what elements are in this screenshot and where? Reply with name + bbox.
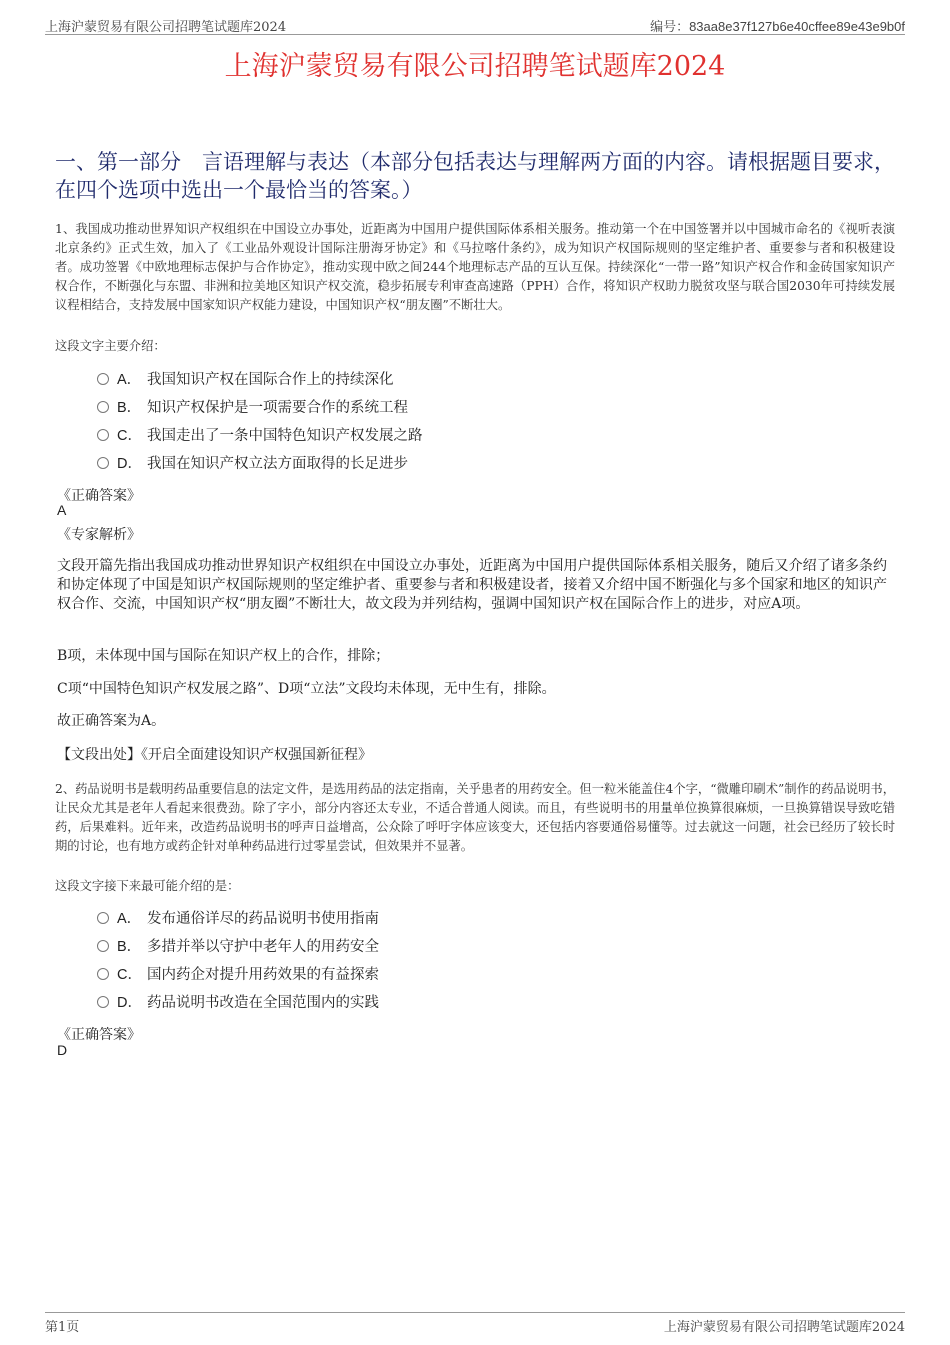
option-letter: D．	[117, 995, 142, 1011]
option-letter: A．	[117, 372, 142, 388]
question-1-option-b[interactable]	[97, 398, 408, 418]
radio-icon[interactable]	[97, 457, 109, 469]
radio-icon[interactable]	[97, 912, 109, 924]
header-code-label: 编号：	[650, 20, 690, 35]
option-letter: C．	[117, 428, 142, 444]
option-text: 多措并举以守护中老年人的用药安全	[147, 939, 379, 955]
footer-title: 上海沪蒙贸易有限公司招聘笔试题库2024	[663, 1320, 905, 1335]
radio-icon[interactable]	[97, 996, 109, 1008]
page-header	[45, 14, 905, 35]
question-1-prompt: 这段文字主要介绍：	[55, 339, 166, 353]
option-text: 我国走出了一条中国特色知识产权发展之路	[147, 428, 423, 444]
question-1-answer-label: 《正确答案》	[57, 488, 141, 504]
question-1-option-a[interactable]	[97, 370, 394, 390]
question-1-analysis-paragraph: C项“中国特色知识产权发展之路”、D项“立法”文段均未体现，无中生有，排除。	[57, 681, 556, 697]
page-footer	[45, 1312, 905, 1333]
question-1-answer: A	[57, 502, 67, 518]
question-1-analysis-label: 《专家解析》	[57, 527, 141, 543]
radio-icon[interactable]	[97, 429, 109, 441]
document-title: 上海沪蒙贸易有限公司招聘笔试题库2024	[224, 51, 726, 82]
question-2-option-a[interactable]	[97, 909, 379, 929]
question-1-analysis-paragraph: B项，未体现中国与国际在知识产权上的合作，排除；	[57, 648, 390, 664]
question-2-prompt: 这段文字接下来最可能介绍的是：	[55, 879, 240, 893]
section-heading: 一、第一部分 言语理解与表达（本部分包括表达与理解两方面的内容。请根据题目要求，在四个选项中选出一个最恰当的答案。）	[55, 150, 895, 202]
radio-icon[interactable]	[97, 373, 109, 385]
option-text: 我国知识产权在国际合作上的持续深化	[147, 372, 394, 388]
option-text: 发布通俗详尽的药品说明书使用指南	[147, 911, 379, 927]
radio-icon[interactable]	[97, 940, 109, 952]
option-letter: A．	[117, 911, 142, 927]
radio-icon[interactable]	[97, 401, 109, 413]
question-1-text: 1、我国成功推动世界知识产权组织在中国设立办事处，近距离为中国用户提供国际体系相关服务。推动第一个在中国签署并以中国城市命名的《视听表演北京条约》正式生效，加入了《工业品外观设计国际注册海牙协定》和《马拉喀什条约》，成为知识产权国际规则的坚定维护者、重要参与者和积极建设者。成功签署《中欧地理标志保护与合作协定》，推动实现中欧之间244个地理标志产品的互认互保。持续深化“一带一路”知识产权合作和金砖国家知识产权合作，不断强化与东盟、非洲和拉美地区知识产权交流，稳步拓展专利审查高速路（PPH）合作，将知识产权助力脱贫攻坚与联合国2030年可持续发展议程相结合，支持发展中国家知识产权能力建设，中国知识产权“朋友圈”不断壮大。	[55, 222, 895, 312]
question-2-option-c[interactable]	[97, 965, 379, 985]
option-letter: D．	[117, 456, 142, 472]
header-title: 上海沪蒙贸易有限公司招聘笔试题库2024	[45, 20, 287, 35]
option-letter: B．	[117, 939, 142, 955]
option-text: 国内药企对提升用药效果的有益探索	[147, 967, 379, 983]
question-1-option-c[interactable]	[97, 426, 423, 446]
question-1-analysis-paragraph: 故正确答案为A。	[57, 713, 166, 729]
radio-icon[interactable]	[97, 968, 109, 980]
question-2-option-d[interactable]	[97, 993, 379, 1013]
header-code	[650, 16, 905, 35]
question-2-answer: D	[57, 1042, 68, 1058]
question-2-answer-label: 《正确答案》	[57, 1027, 141, 1043]
question-2-text: 2、药品说明书是载明药品重要信息的法定文件，是选用药品的法定指南，关乎患者的用药安全。但一粒米能盖住4个字，“微雕印刷术”制作的药品说明书，让民众尤其是老年人看起来很费劲。除了字小，部分内容还太专业，不适合普通人阅读。而且，有些说明书的用量单位换算很麻烦，一旦换算错误导致吃错药，后果难料。近年来，改造药品说明书的呼声日益增高，公众除了呼吁字体应该变大，还包括内容要通俗易懂等。过去就这一问题，社会已经历了较长时期的讨论，也有地方或药企针对单种药品进行过零星尝试，但效果并不显著。	[55, 782, 895, 853]
option-letter: C．	[117, 967, 142, 983]
question-2-option-b[interactable]	[97, 937, 379, 957]
question-1-option-d[interactable]	[97, 454, 408, 474]
option-text: 我国在知识产权立法方面取得的长足进步	[147, 456, 408, 472]
option-letter: B．	[117, 400, 142, 416]
header-code-value: 83aa8e37f127b6e40cffee89e43e9b0f	[689, 19, 905, 34]
question-1-source: 【文段出处】《开启全面建设知识产权强国新征程》	[57, 747, 372, 763]
footer-page-number: 第1页	[45, 1320, 80, 1335]
option-text: 知识产权保护是一项需要合作的系统工程	[147, 400, 408, 416]
question-1-analysis-paragraph: 文段开篇先指出我国成功推动世界知识产权组织在中国设立办事处，近距离为中国用户提供国际体系相关服务，随后又介绍了诸多条约和协定体现了中国是知识产权国际规则的坚定维护者、重要参与者和积极建设者，接着又介绍中国不断强化与多个国家和地区的知识产权合作、交流，中国知识产权“朋友圈”不断壮大，故文段为并列结构，强调中国知识产权在国际合作上的进步，对应A项。	[57, 558, 887, 612]
option-text: 药品说明书改造在全国范围内的实践	[147, 995, 379, 1011]
